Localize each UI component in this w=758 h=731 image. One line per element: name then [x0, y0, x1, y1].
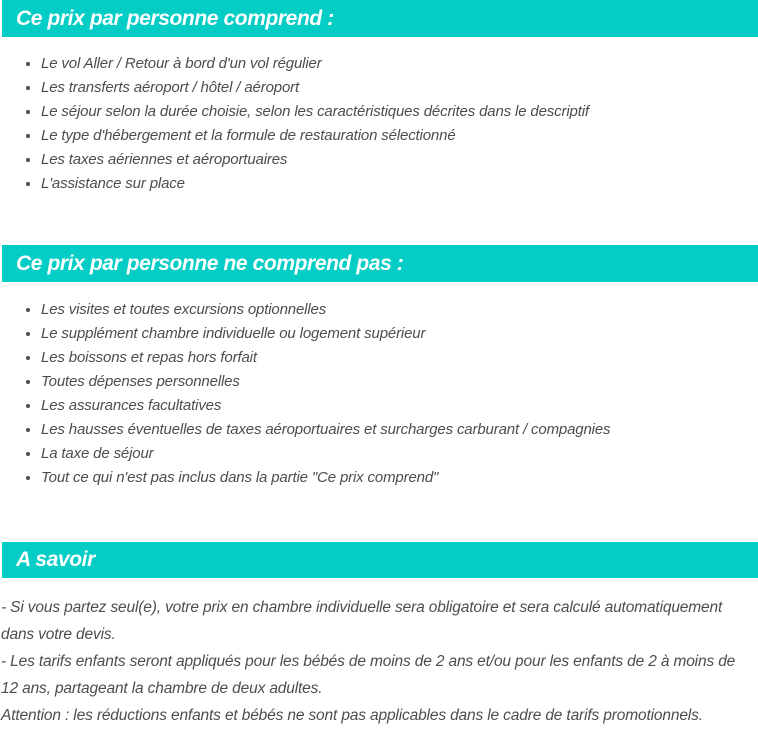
list-item: • Tout ce qui n'est pas inclus dans la partie "Ce prix comprend"	[41, 466, 748, 490]
section-title-excludes: Ce prix par personne ne comprend pas :	[16, 251, 404, 275]
list-item: • Les boissons et repas hors forfait	[41, 346, 748, 370]
list-item: • Le séjour selon la durée choisie, selon les caractéristiques décrites dans le descriptif	[41, 100, 748, 124]
list-item: • Toutes dépenses personnelles	[41, 370, 748, 394]
list-item: • Les transferts aéroport / hôtel / aéroport	[41, 76, 748, 100]
notes-text	[0, 594, 758, 729]
list-item: • Les assurances facultatives	[41, 394, 748, 418]
section-price-includes	[0, 0, 758, 196]
section-price-excludes	[0, 245, 758, 490]
excludes-list	[0, 298, 758, 490]
list-item: • Le supplément chambre individuelle ou logement supérieur	[41, 322, 748, 346]
list-item: • Les hausses éventuelles de taxes aéroportuaires et surcharges carburant / compagnies	[41, 418, 748, 442]
list-item: • Le type d'hébergement et la formule de restauration sélectionné	[41, 124, 748, 148]
section-notes	[0, 542, 758, 729]
section-header-excludes	[2, 245, 758, 282]
list-item: • Les taxes aériennes et aéroportuaires	[41, 148, 748, 172]
section-header-includes	[2, 0, 758, 37]
section-title-includes: Ce prix par personne comprend :	[16, 6, 334, 30]
note-paragraph: Attention : les réductions enfants et bébés ne sont pas applicables dans le cadre de tarifs promotionnels.	[1, 707, 703, 724]
list-item: • Le vol Aller / Retour à bord d'un vol régulier	[41, 52, 748, 76]
list-item: • La taxe de séjour	[41, 442, 748, 466]
section-header-notes	[2, 542, 758, 578]
list-item: • Les visites et toutes excursions optionnelles	[41, 298, 748, 322]
note-paragraph: - Les tarifs enfants seront appliqués pour les bébés de moins de 2 ans et/ou pour les enfants de 2 à moins de 12 ans, partageant la chambre de deux adultes.	[1, 653, 736, 697]
note-paragraph: - Si vous partez seul(e), votre prix en chambre individuelle sera obligatoire et sera calculé automatiquement dans votre devis.	[1, 599, 723, 643]
includes-list	[0, 52, 758, 196]
list-item: • L'assistance sur place	[41, 172, 748, 196]
section-title-notes: A savoir	[16, 548, 95, 571]
